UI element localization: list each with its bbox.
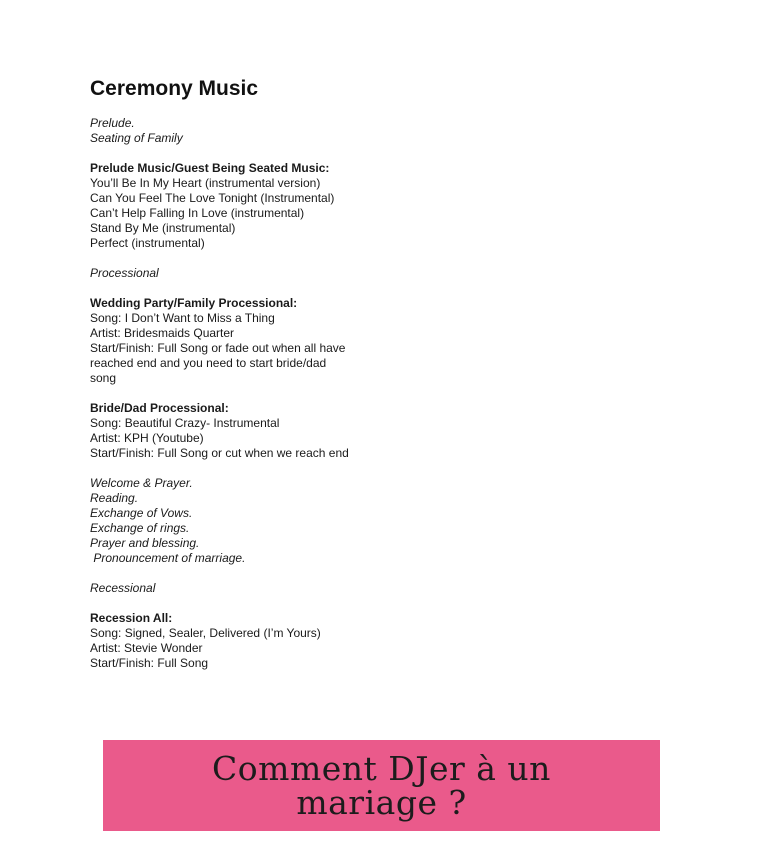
ceremony-step: Prayer and blessing.: [90, 536, 200, 550]
music-detail-line: reached end and you need to start bride/dad: [90, 356, 327, 370]
section-heading: Prelude Music/Guest Being Seated Music:: [90, 161, 330, 175]
article-title-banner[interactable]: [103, 740, 660, 831]
music-detail-line: Stand By Me (instrumental): [90, 221, 236, 235]
music-detail-line: Artist: Stevie Wonder: [90, 641, 203, 655]
ceremony-step: Reading.: [90, 491, 139, 505]
music-detail-line: You’ll Be In My Heart (instrumental version): [90, 176, 321, 190]
document-body: [90, 116, 420, 671]
ceremony-step: Welcome & Prayer.: [90, 476, 193, 490]
music-section: [90, 611, 420, 671]
ceremony-music-document: [90, 76, 420, 686]
ceremony-step: Pronouncement of marriage.: [90, 551, 246, 565]
music-detail-line: song: [90, 371, 117, 385]
ceremony-step: Exchange of rings.: [90, 521, 190, 535]
ceremony-step: Recessional: [90, 581, 156, 595]
section-heading: Recession All:: [90, 611, 173, 625]
music-detail-line: Start/Finish: Full Song or fade out when all have: [90, 341, 346, 355]
ceremony-step: Exchange of Vows.: [90, 506, 193, 520]
ceremony-step: Prelude.: [90, 116, 135, 130]
section-heading: Bride/Dad Processional:: [90, 401, 229, 415]
music-detail-line: Song: Signed, Sealer, Delivered (I’m Yours): [90, 626, 321, 640]
music-section: [90, 401, 420, 461]
music-section: [90, 296, 420, 386]
section-heading: Wedding Party/Family Processional:: [90, 296, 298, 310]
music-detail-line: Can’t Help Falling In Love (instrumental): [90, 206, 305, 220]
music-detail-line: Start/Finish: Full Song: [90, 656, 209, 670]
ceremony-step-group: [90, 116, 420, 146]
music-detail-line: Artist: KPH (Youtube): [90, 431, 204, 445]
music-detail-line: Start/Finish: Full Song or cut when we reach end: [90, 446, 349, 460]
ceremony-step-group: [90, 266, 420, 281]
ceremony-step-group: [90, 581, 420, 596]
ceremony-step: Seating of Family: [90, 131, 183, 145]
music-detail-line: Perfect (instrumental): [90, 236, 205, 250]
music-section: [90, 161, 420, 251]
ceremony-step: Processional: [90, 266, 159, 280]
banner-title: Comment DJer à un mariage ?: [212, 748, 551, 822]
document-title: Ceremony Music: [90, 77, 259, 100]
ceremony-step-group: [90, 476, 420, 566]
music-detail-line: Song: Beautiful Crazy- Instrumental: [90, 416, 280, 430]
music-detail-line: Song: I Don’t Want to Miss a Thing: [90, 311, 275, 325]
music-detail-line: Can You Feel The Love Tonight (Instrumental): [90, 191, 335, 205]
music-detail-line: Artist: Bridesmaids Quarter: [90, 326, 235, 340]
